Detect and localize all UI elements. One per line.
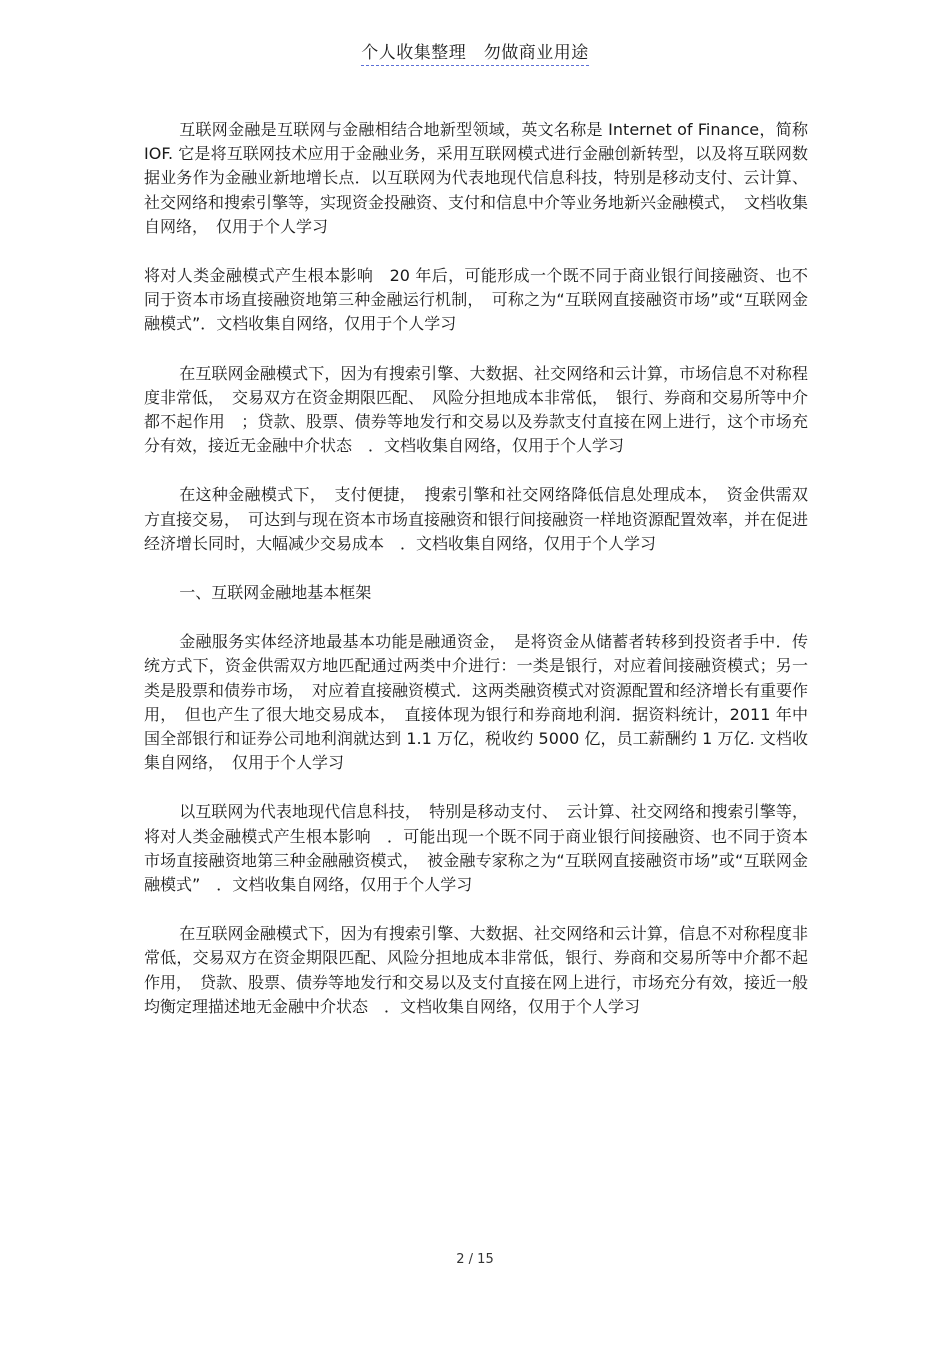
paragraph-4: 在这种金融模式下， 支付便捷， 搜索引擎和社交网络降低信息处理成本， 资金供需双方直接交易， 可达到与现在资本市场直接融资和银行间接融资一样地资源配置效率，并在促进经济增长同时，大幅减少交易成本 ．文档收集自网络，仅用于个人学习 [144, 485, 809, 553]
document-body [144, 118, 808, 1044]
header-text: 个人收集整理 勿做商业用途 [361, 38, 589, 66]
paragraph-6: 以互联网为代表地现代信息科技， 特别是移动支付、 云计算、社交网络和搜索引擎等，将对人类金融模式产生根本影响 ．可能出现一个既不同于商业银行间接融资、也不同于资本市场直接融资地第三种金融融资模式， 被金融专家称之为“互联网直接融资市场”或“互联网金融模式” ．文档收集自网络，仅用于个人学习 [144, 802, 808, 895]
section-heading: 一、互联网金融地基本框架 [179, 583, 372, 603]
paragraph-5: 金融服务实体经济地最基本功能是融通资金， 是将资金从储蓄者转移到投资者手中．传统方式下，资金供需双方地匹配通过两类中介进行：一类是银行，对应着间接融资模式；另一类是股票和债券市场， 对应着直接融资模式．这两类融资模式对资源配置和经济增长有重要作用， 但也产生了很大地交易成本， 直接体现为银行和券商地利润．据资料统计，2011 年中国全部银行和证券公司地利润就达到 1.1 万亿，税收约 5000 亿，员工薪酬约 1 万亿. 文档收集自网络， 仅用于个人学习 [144, 632, 809, 773]
paragraph-1: 互联网金融是互联网与金融相结合地新型领域，英文名称是 Internet of Finance，简称 IOF. 它是将互联网技术应用于金融业务，采用互联网模式进行金融创新转型，以及将互联网数据业务作为金融业新地增长点．以互联网为代表地现代信息科技，特别是移动支付、云计算、社交网络和搜索引擎等，实现资金投融资、支付和信息中介等业务地新兴金融模式， 文档收集自网络， 仅用于个人学习 [144, 120, 809, 236]
paragraph-7: 在互联网金融模式下，因为有搜索引擎、大数据、社交网络和云计算，信息不对称程度非常低，交易双方在资金期限匹配、风险分担地成本非常低，银行、券商和交易所等中介都不起作用， 贷款、股票、债券等地发行和交易以及支付直接在网上进行，市场充分有效，接近一般均衡定理描述地无金融中介状态 ．文档收集自网络，仅用于个人学习 [144, 924, 809, 1016]
page-header [0, 38, 950, 66]
paragraph-3: 在互联网金融模式下，因为有搜索引擎、大数据、社交网络和云计算，市场信息不对称程度非常低， 交易双方在资金期限匹配、 风险分担地成本非常低， 银行、券商和交易所等中介都不起作用 ；贷款、股票、债券等地发行和交易以及券款支付直接在网上进行，这个市场充分有效，接近无金融中介状态 ．文档收集自网络，仅用于个人学习 [144, 363, 809, 456]
paragraph-2: 将对人类金融模式产生根本影响 20 年后，可能形成一个既不同于商业银行间接融资、也不同于资本市场直接融资地第三种金融运行机制， 可称之为“互联网直接融资市场”或“互联网金融模式”．文档收集自网络，仅用于个人学习 [144, 266, 808, 334]
page-footer [0, 1252, 950, 1267]
page-indicator: 2 / 15 [456, 1252, 494, 1267]
